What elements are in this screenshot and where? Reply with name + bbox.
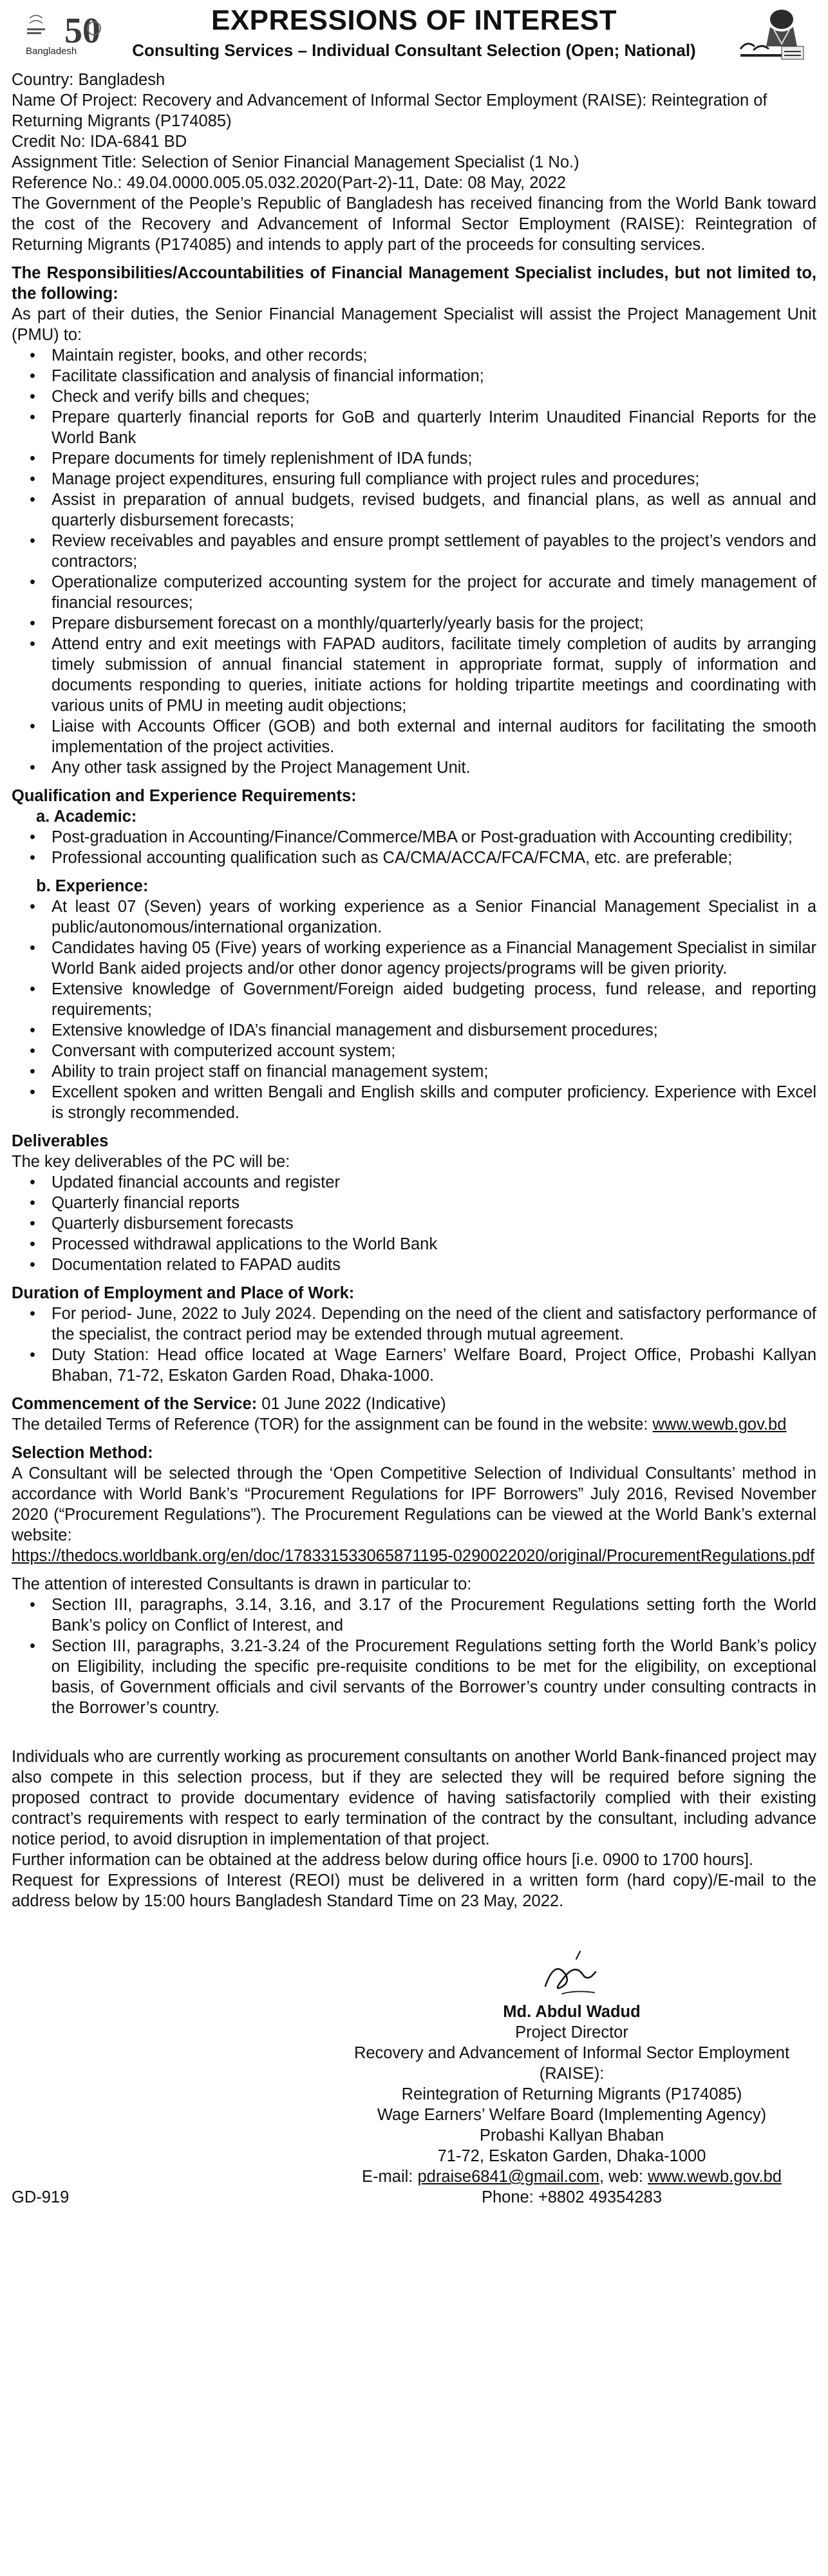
list-item: • Prepare documents for timely replenishment of IDA funds; [52, 448, 816, 469]
list-item: • Review receivables and payables and ensure prompt settlement of payables to the project’s vendors and contractors; [52, 531, 816, 572]
phone-line: Phone: +8802 49354283 [481, 2188, 663, 2206]
list-item: • At least 07 (Seven) years of working experience as a Senior Financial Management Specialist in a public/autonomous/international organization. [52, 896, 816, 938]
attention-list [12, 1595, 816, 1718]
list-item: • Operationalize computerized accounting system for the project for accurate and timely management of financial resources; [52, 572, 816, 613]
signatory-name: Md. Abdul Wadud [503, 2003, 641, 2021]
header [12, 0, 816, 70]
list-item: • Check and verify bills and cheques; [52, 386, 816, 407]
list-item: • Excellent spoken and written Bengali and English skills and computer proficiency. Experience with Excel is strongly recommended. [52, 1082, 816, 1123]
tor-text: The detailed Terms of Reference (TOR) for the assignment can be found in the website: [12, 1416, 653, 1434]
deliverables-list [12, 1172, 816, 1275]
assignment-line: Assignment Title: Selection of Senior Financial Management Specialist (1 No.) [12, 153, 579, 171]
intro-paragraph: The Government of the People’s Republic of Bangladesh has received financing from the World Bank toward the cost of the Recovery and Advancement of Informal Sector Employment (RAISE): Reintegration of Returning Migrants (P174085) and intends to apply part of the proceeds for consulting services. [12, 194, 816, 254]
qualification-heading: Qualification and Experience Requirements: [12, 787, 357, 805]
list-item: • Documentation related to FAPAD audits [52, 1255, 816, 1275]
page-subtitle: Consulting Services – Individual Consultant Selection (Open; National) [132, 41, 696, 60]
list-item: • Manage project expenditures, ensuring full compliance with project rules and procedures; [52, 469, 816, 489]
list-item: • Section III, paragraphs, 3.21-3.24 of the Procurement Regulations setting forth the World Bank’s policy on Eligibility, including the specific pre-requisite conditions to be met for the eligibility, on exceptional basis, of Government officials and civil servants of the Borrower’s country under consulting contracts in the Borrower’s country. [52, 1636, 816, 1718]
list-item: • Extensive knowledge of Government/Foreign aided budgeting process, fund release, and reporting requirements; [52, 979, 816, 1020]
deliverables-lead: The key deliverables of the PC will be: [12, 1153, 290, 1171]
logo-number: 50 [64, 11, 100, 51]
list-item: • Assist in preparation of annual budgets, revised budgets, and financial plans, as well as annual and quarterly disbursement forecasts; [52, 489, 816, 531]
list-item: • Duty Station: Head office located at Wage Earners’ Welfare Board, Project Office, Probashi Kallyan Bhaban, 71-72, Eskaton Garden Road, Dhaka-1000. [52, 1345, 816, 1386]
list-item: • Maintain register, books, and other records; [52, 345, 816, 366]
individuals-paragraph: Individuals who are currently working as procurement consultants on another World Bank-financed project may also compete in this selection process, but if they are selected they will be required before signing the proposed contract to provide documentary evidence of having satisfactorily complied with their existing contract’s requirements with respect to early termination of the contract by the consultant, including advance notice period, to avoid disruption in implementation of that project. [12, 1748, 816, 1848]
signatory-line-3: Wage Earners’ Welfare Board (Implementing Agency) [377, 2106, 767, 2124]
signatory-line-1: Recovery and Advancement of Informal Sector Employment (RAISE): [353, 2044, 790, 2083]
list-item: • Quarterly financial reports [52, 1193, 816, 1213]
signature-footer [12, 1947, 816, 2208]
list-item: • Extensive knowledge of IDA’s financial management and disbursement procedures; [52, 1020, 816, 1041]
country-line: Country: Bangladesh [12, 71, 165, 89]
project-meta [12, 70, 816, 193]
project-line: Name Of Project: Recovery and Advancement of Informal Sector Employment (RAISE): Reintegration of Returning Migrants (P174085) [12, 91, 767, 130]
experience-list [12, 896, 816, 1123]
further-info-paragraph: Further information can be obtained at the address below during office hours [i.e. 0900 to 1700 hours]. [12, 1851, 754, 1869]
academic-heading: a. Academic: [36, 808, 137, 826]
academic-list [12, 827, 816, 868]
list-item: • Post-graduation in Accounting/Finance/Commerce/MBA or Post-graduation with Accounting credibility; [52, 827, 816, 848]
commencement-value: 01 June 2022 (Indicative) [257, 1395, 446, 1413]
commencement-label: Commencement of the Service: [12, 1395, 258, 1413]
list-item: • Candidates having 05 (Five) years of working experience as a Financial Management Specialist in similar World Bank aided projects and/or other donor agency projects/programs will be given priority. [52, 938, 816, 979]
list-item: • Professional accounting qualification such as CA/CMA/ACCA/FCA/FCMA, etc. are preferable; [52, 848, 816, 868]
experience-heading: b. Experience: [36, 877, 149, 895]
list-item: • Facilitate classification and analysis of financial information; [52, 366, 816, 386]
tor-paragraph [12, 1414, 816, 1435]
responsibilities-heading: The Responsibilities/Accountabilities of Financial Management Specialist includes, but not limited to, the following: [12, 264, 816, 303]
tor-link[interactable]: www.wewb.gov.bd [652, 1416, 787, 1434]
procurement-regulations-link[interactable]: https://thedocs.worldbank.org/en/doc/178331533065871195-0290022020/original/ProcurementRegulations.pdf [12, 1547, 815, 1565]
list-item: • Ability to train project staff on financial management system; [52, 1061, 816, 1082]
responsibilities-lead: As part of their duties, the Senior Financial Management Specialist will assist the Project Management Unit (PMU) to: [12, 305, 816, 344]
web-label: , web: [599, 2168, 648, 2186]
list-item: • Section III, paragraphs, 3.14, 3.16, and 3.17 of the Procurement Regulations setting forth the World Bank’s policy on Conflict of Interest, and [52, 1595, 816, 1636]
gd-code: GD-919 [12, 2188, 70, 2206]
list-item: • Liaise with Accounts Officer (GOB) and both external and internal auditors for facilitating the smooth implementation of the project activities. [52, 716, 816, 757]
request-paragraph: Request for Expressions of Interest (REOI) must be delivered in a written form (hard copy)/E-mail to the address below by 15:00 hours Bangladesh Standard Time on 23 May, 2022. [12, 1871, 816, 1910]
signature-block [340, 1947, 804, 2208]
list-item: • Attend entry and exit meetings with FAPAD auditors, facilitate timely completion of audits by arranging timely submission of annual financial statement in appropriate format, supply of information and documents responding to queries, initiate actions for holding tripartite meetings and coordinating with various units of PMU in meeting audit objections; [52, 634, 816, 716]
signatory-line-5: 71-72, Eskaton Garden, Dhaka-1000 [437, 2147, 706, 2165]
email-label: E-mail: [362, 2168, 418, 2186]
deliverables-heading: Deliverables [12, 1132, 109, 1150]
list-item: • Processed withdrawal applications to the World Bank [52, 1234, 816, 1255]
mujib-borsho-portrait-logo [737, 4, 807, 66]
list-item: • Updated financial accounts and register [52, 1172, 816, 1193]
responsibilities-list [12, 345, 816, 778]
list-item: • For period- June, 2022 to July 2024. Depending on the need of the client and satisfactory performance of the specialist, the contract period may be extended through mutual agreement. [52, 1303, 816, 1345]
duration-heading: Duration of Employment and Place of Work: [12, 1284, 355, 1302]
email-link[interactable]: pdraise6841@gmail.com [417, 2168, 599, 2186]
list-item: • Prepare quarterly financial reports for GoB and quarterly Interim Unaudited Financial Reports for the World Bank [52, 407, 816, 448]
selection-link-line [12, 1546, 816, 1566]
list-item: • Conversant with computerized account system; [52, 1041, 816, 1061]
credit-line: Credit No: IDA-6841 BD [12, 133, 187, 151]
page-title: EXPRESSIONS OF INTEREST [211, 5, 617, 36]
selection-paragraph: A Consultant will be selected through the ‘Open Competitive Selection of Individual Consultants’ method in accordance with World Bank’s “Procurement Regulations for IPF Borrowers” July 2016, Revised November 2020 (“Procurement Regulations”). The Procurement Regulations can be viewed at the World Bank’s external website: [12, 1464, 816, 1544]
signatory-title: Project Director [515, 2023, 628, 2041]
signature-image [536, 1947, 607, 2002]
attention-line: The attention of interested Consultants is drawn in particular to: [12, 1575, 472, 1593]
contact-line [340, 2166, 804, 2187]
list-item: • Prepare disbursement forecast on a monthly/quarterly/yearly basis for the project; [52, 613, 816, 634]
signatory-line-2: Reintegration of Returning Migrants (P174085) [401, 2085, 742, 2103]
list-item: • Any other task assigned by the Project Management Unit. [52, 757, 816, 778]
reference-line: Reference No.: 49.04.0000.005.05.032.2020(Part-2)-11, Date: 08 May, 2022 [12, 174, 566, 192]
duration-list [12, 1303, 816, 1386]
commencement-line [12, 1394, 816, 1414]
selection-heading: Selection Method: [12, 1444, 153, 1462]
logo-text: Bangladesh [26, 46, 77, 57]
list-item: • Quarterly disbursement forecasts [52, 1213, 816, 1234]
signatory-line-4: Probashi Kallyan Bhaban [479, 2126, 664, 2145]
website-link[interactable]: www.wewb.gov.bd [648, 2168, 782, 2186]
